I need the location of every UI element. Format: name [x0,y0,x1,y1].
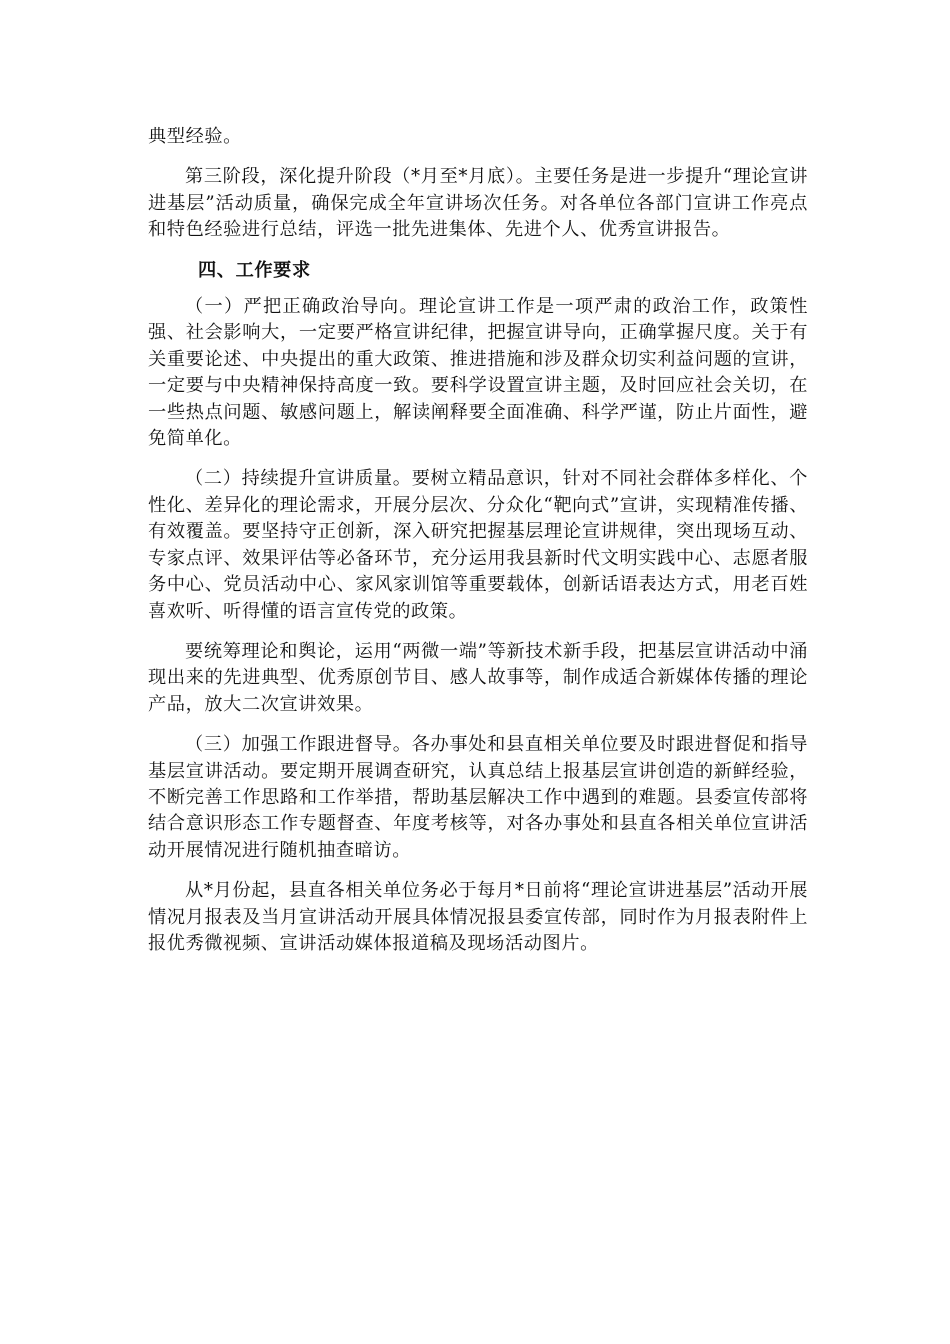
paragraph-requirement-one: （一）严把正确政治导向。理论宣讲工作是一项严肃的政治工作，政策性强、社会影响大，一定要严格宣讲纪律，把握宣讲导向，正确掌握尺度。关于有关重要论述、中央提出的重大政策、推进措施和涉及群众切实利益问题的宣讲，一定要与中央精神保持高度一致。要科学设置宣讲主题，及时回应社会关切，在一些热点问题、敏感问题上，解读阐释要全面准确、科学严谨，防止片面性，避免简单化。 [148,296,808,450]
paragraph-requirement-two: （二）持续提升宣讲质量。要树立精品意识，针对不同社会群体多样化、个性化、差异化的理论需求，开展分层次、分众化“靶向式”宣讲，实现精准传播、有效覆盖。要坚持守正创新，深入研究把握基层理论宣讲规律，突出现场互动、专家点评、效果评估等必备环节，充分运用我县新时代文明实践中心、志愿者服务中心、党员活动中心、家风家训馆等重要载体，创新话语表达方式，用老百姓喜欢听、听得懂的语言宣传党的政策。 [148,468,808,622]
paragraph-media-integration: 要统筹理论和舆论，运用“两微一端”等新技术新手段，把基层宣讲活动中涌现出来的先进典型、优秀原创节目、感人故事等，制作成适合新媒体传播的理论产品，放大二次宣讲效果。 [148,640,808,715]
paragraph-stage-three: 第三阶段，深化提升阶段（*月至*月底）。主要任务是进一步提升“理论宣讲进基层”活动质量，确保完成全年宣讲场次任务。对各单位各部门宣讲工作亮点和特色经验进行总结，评选一批先进集体、先进个人、优秀宣讲报告。 [148,166,808,241]
section-heading-work-requirements: 四、工作要求 [198,259,311,281]
paragraph-continuation: 典型经验。 [148,126,242,147]
paragraph-requirement-three: （三）加强工作跟进督导。各办事处和县直相关单位要及时跟进督促和指导基层宣讲活动。要定期开展调查研究，认真总结上报基层宣讲创造的新鲜经验，不断完善工作思路和工作举措，帮助基层解决工作中遇到的难题。县委宣传部将结合意识形态工作专题督查、年度考核等，对各办事处和县直各相关单位宣讲活动开展情况进行随机抽查暗访。 [148,734,808,861]
document-body [148,124,808,971]
paragraph-monthly-report: 从*月份起，县直各相关单位务必于每月*日前将“理论宣讲进基层”活动开展情况月报表及当月宣讲活动开展具体情况报县委宣传部，同时作为月报表附件上报优秀微视频、宣讲活动媒体报道稿及现场活动图片。 [148,880,808,954]
